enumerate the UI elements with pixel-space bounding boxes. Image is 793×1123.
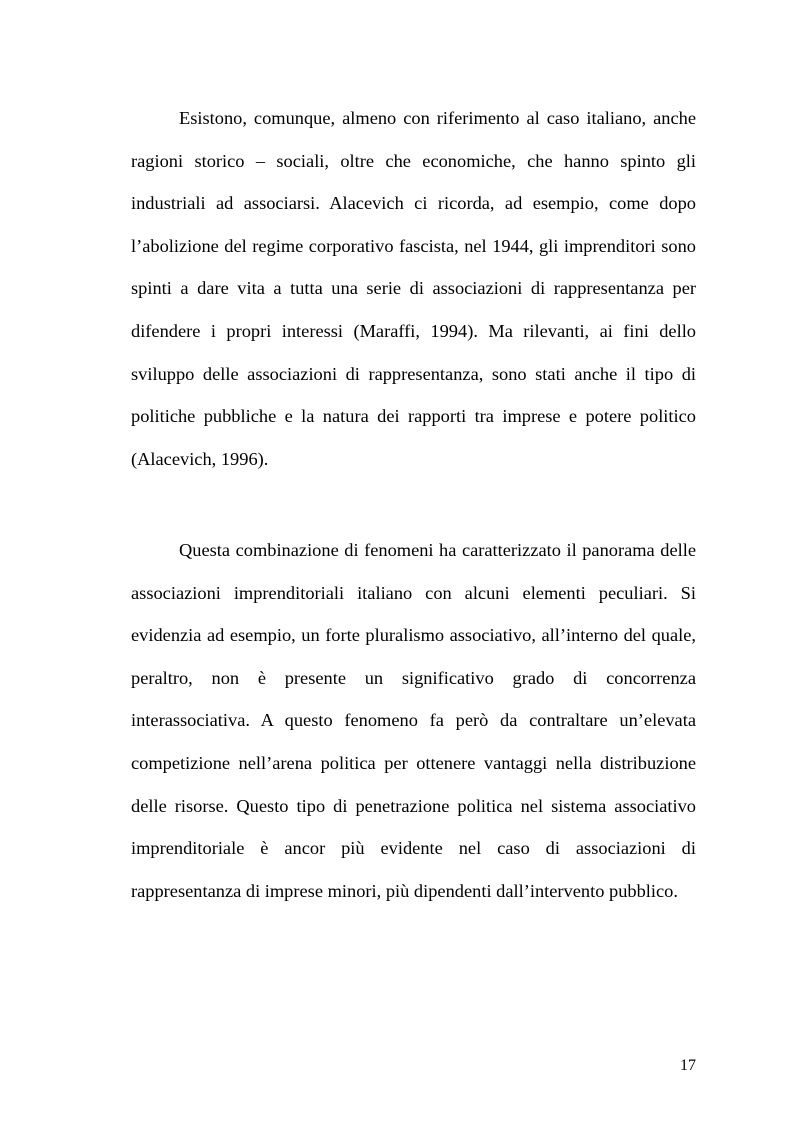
body-paragraph: Esistono, comunque, almeno con riferimento al caso italiano, anche ragioni storico – sociali, oltre che economiche, che hanno spinto gli industriali ad associarsi. Alacevich ci ricorda, ad esempio, come dopo l’abolizione del regime corporativo fascista, nel 1944, gli imprenditori sono spinti a dare vita a tutta una serie di associazioni di rappresentanza per difendere i propri interessi (Maraffi, 1994). Ma rilevanti, ai fini dello sviluppo delle associazioni di rappresentanza, sono stati anche il tipo di politiche pubbliche e la natura dei rapporti tra imprese e potere politico (Alacevich, 1996).	[131, 108, 696, 469]
page-number: 17	[680, 1057, 696, 1074]
body-paragraph: Questa combinazione di fenomeni ha caratterizzato il panorama delle associazioni imprenditoriali italiano con alcuni elementi peculiari. Si evidenzia ad esempio, un forte pluralismo associativo, all’interno del quale, peraltro, non è presente un significativo grado di concorrenza interassociativa. A questo fenomeno fa però da contraltare un’elevata competizione nell’arena politica per ottenere vantaggi nella distribuzione delle risorse. Questo tipo di penetrazione politica nel sistema associativo imprenditoriale è ancor più evidente nel caso di associazioni di rappresentanza di imprese minori, più dipendenti dall’intervento pubblico.	[131, 540, 696, 901]
